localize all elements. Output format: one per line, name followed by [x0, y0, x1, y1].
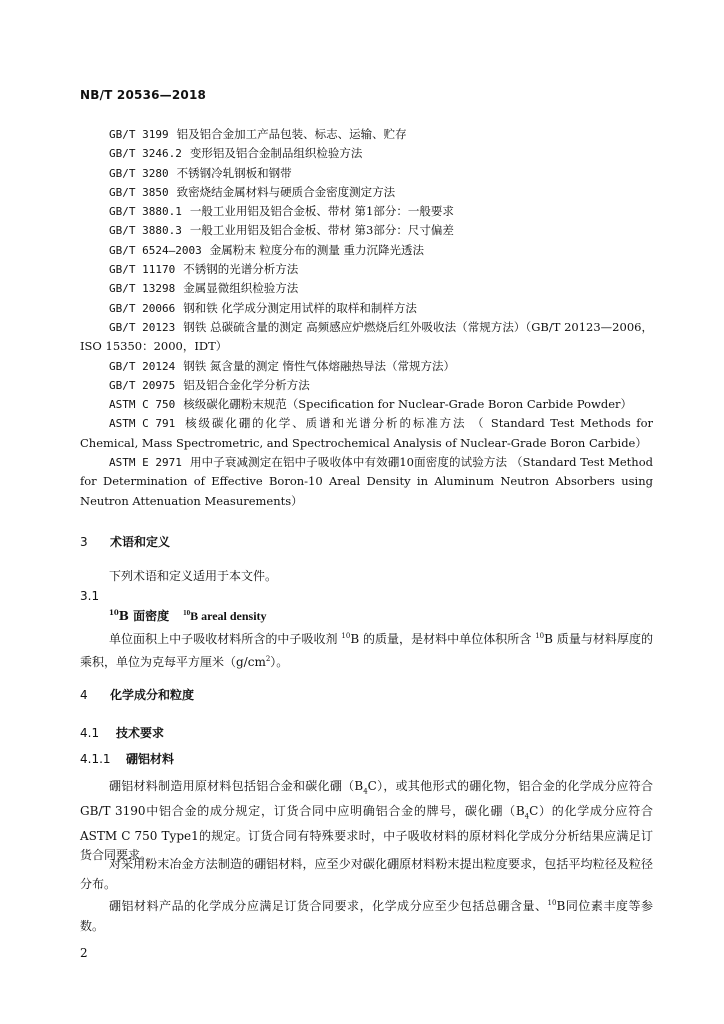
reference-code: GB/T 3246.2 [109, 147, 182, 161]
paragraph-text: 硼铝材料产品的化学成分应满足订货合同要求，化学成分应至少包括总硼含量、 [109, 899, 548, 913]
reference-code: GB/T 20124 [109, 359, 176, 373]
term-heading [109, 607, 267, 624]
subsection-title: 技术要求 [116, 726, 165, 740]
section-4-1-1-heading [80, 750, 174, 767]
reference-title: 金属显微组织检验方法 [183, 281, 299, 296]
reference-title: 一般工业用铝及铝合金板、带材 第3部分：尺寸偏差 [189, 223, 454, 238]
reference-code: GB/T 3880.3 [109, 224, 182, 238]
paragraph-text: 硼铝材料制造用原材料包括铝合金和碳化硼（B [109, 779, 364, 793]
reference-item [80, 260, 653, 279]
reference-title: 金属粉末 粒度分布的测量 重力沉降光透法 [209, 242, 425, 257]
section-3-heading [80, 533, 170, 550]
reference-item [80, 144, 653, 163]
subsection-number: 4.1 [80, 726, 100, 740]
section-title: 术语和定义 [110, 535, 171, 549]
reference-title: 核级碳化硼粉末规范（Specification for Nuclear-Grade Boron Carbide Powder） [183, 397, 633, 412]
paragraph-text: B同位素丰度等参数。 [80, 899, 653, 933]
page-number: 2 [80, 946, 88, 960]
normative-references-list [80, 125, 653, 511]
subsubsection-title: 硼铝材料 [126, 752, 175, 766]
paragraph-raw-materials [80, 777, 653, 866]
reference-code: GB/T 3199 [109, 128, 169, 141]
reference-item [80, 125, 653, 144]
standard-code-header: NB/T 20536—2018 [80, 88, 207, 102]
paragraph-text: C），或其他形式的硼化物，铝合金的化学成分应符合GB/T 3190中铝合金的成分规定，订货合同中应明确铝合金的牌号，碳化硼（B [80, 779, 653, 818]
reference-title: 铝及铝合金化学分析方法 [183, 377, 310, 392]
reference-code: GB/T 20066 [109, 301, 176, 315]
section-3-intro: 下列术语和定义适用于本文件。 [109, 569, 278, 583]
reference-code: ASTM C 791 [109, 417, 176, 431]
reference-code: GB/T 6524—2003 [109, 243, 202, 257]
reference-item [80, 202, 653, 221]
reference-title: 核级碳化硼的化学、质谱和光谱分析的标准方法 （ Standard Test Methods for Chemical, Mass Spectrometric, and Spectrochemical Analysis of Nuclear-Grade Boron Carbide） [80, 416, 653, 450]
reference-code: ASTM E 2971 [109, 456, 182, 470]
section-number: 4 [80, 688, 88, 702]
isotope-superscript: 10 [109, 608, 119, 617]
isotope-superscript: 10 [547, 899, 557, 907]
paragraph-chemical-composition [80, 894, 653, 936]
term-number: 3.1 [80, 589, 100, 603]
reference-code: GB/T 3850 [109, 185, 169, 199]
reference-item [80, 221, 653, 240]
reference-item [80, 453, 653, 511]
reference-title: 铝及铝合金加工产品包装、标志、运输、贮存 [176, 127, 407, 141]
isotope-superscript: 10 [341, 632, 351, 640]
definition-text: B 质量与材料厚度的乘积，单位为克每平方厘米（g/cm [80, 632, 653, 669]
definition-text: B 的质量，是材料中单位体积所含 [350, 632, 536, 646]
reference-item [80, 376, 653, 395]
reference-title: 不锈钢的光谱分析方法 [183, 262, 299, 277]
section-title: 化学成分和粒度 [110, 688, 195, 702]
reference-item [80, 299, 653, 318]
reference-title: 用中子衰减测定在铝中子吸收体中有效硼10面密度的试验方法 （Standard Test Method for Determination of Effective Boron-10 Areal Density in Aluminum Neutron Absorbers using Neutron Attenuation Measurements） [80, 455, 653, 508]
reference-title: 变形铝及铝合金制品组织检验方法 [189, 146, 363, 161]
reference-code: GB/T 11170 [109, 263, 176, 277]
reference-item [80, 241, 653, 260]
definition-text: ）。 [270, 654, 289, 669]
reference-item [80, 183, 653, 202]
term-chinese: B 面密度 [118, 609, 170, 623]
reference-title: 不锈钢冷轧钢板和钢带 [176, 165, 292, 180]
definition-text: 单位面积上中子吸收材料所含的中子吸收剂 [109, 632, 342, 646]
reference-item [80, 357, 653, 376]
reference-code: GB/T 20123 [109, 320, 176, 334]
reference-item [80, 414, 653, 453]
section-4-heading [80, 686, 194, 703]
formula-subscript: 4 [363, 787, 368, 796]
formula-subscript: 4 [524, 812, 530, 821]
reference-title: 钢铁 氮含量的测定 惰性气体熔融热导法（常规方法） [183, 358, 456, 373]
term-english-text: B areal density [190, 609, 267, 623]
reference-title: 钢铁 总碳硫含量的测定 高频感应炉燃烧后红外吸收法（常规方法）（GB/T 20123—2006，ISO 15350：2000，IDT） [80, 319, 653, 354]
term-definition [80, 627, 653, 672]
reference-title: 致密烧结金属材料与硬质合金密度测定方法 [176, 184, 396, 199]
reference-item [80, 395, 653, 414]
reference-item [80, 164, 653, 183]
isotope-superscript: 10 [183, 609, 191, 617]
unit-superscript: 2 [265, 654, 271, 663]
reference-code: GB/T 3280 [109, 166, 169, 180]
section-4-1-heading [80, 724, 164, 741]
paragraph-text: C）的化学成分应符合ASTM C 750 Type1的规定。订货合同有特殊要求时，中子吸收材料的原材料化学成分分析结果应满足订货合同要求。 [80, 803, 653, 863]
reference-code: GB/T 20975 [109, 378, 176, 392]
reference-item [80, 318, 653, 357]
reference-title: 一般工业用铝及铝合金板、带材 第1部分：一般要求 [189, 204, 454, 219]
reference-title: 钢和铁 化学成分测定用试样的取样和制样方法 [183, 300, 417, 315]
section-number: 3 [80, 535, 88, 549]
isotope-superscript: 10 [535, 632, 545, 640]
reference-item [80, 279, 653, 298]
reference-code: GB/T 3880.1 [109, 205, 182, 219]
term-english [183, 609, 266, 623]
reference-code: ASTM C 750 [109, 398, 176, 412]
subsubsection-number: 4.1.1 [80, 752, 111, 766]
reference-code: GB/T 13298 [109, 282, 176, 296]
paragraph-particle-size: 对采用粉末冶金方法制造的硼铝材料，应至少对碳化硼原材料粉末提出粒度要求，包括平均粒径及粒径分布。 [80, 857, 653, 891]
